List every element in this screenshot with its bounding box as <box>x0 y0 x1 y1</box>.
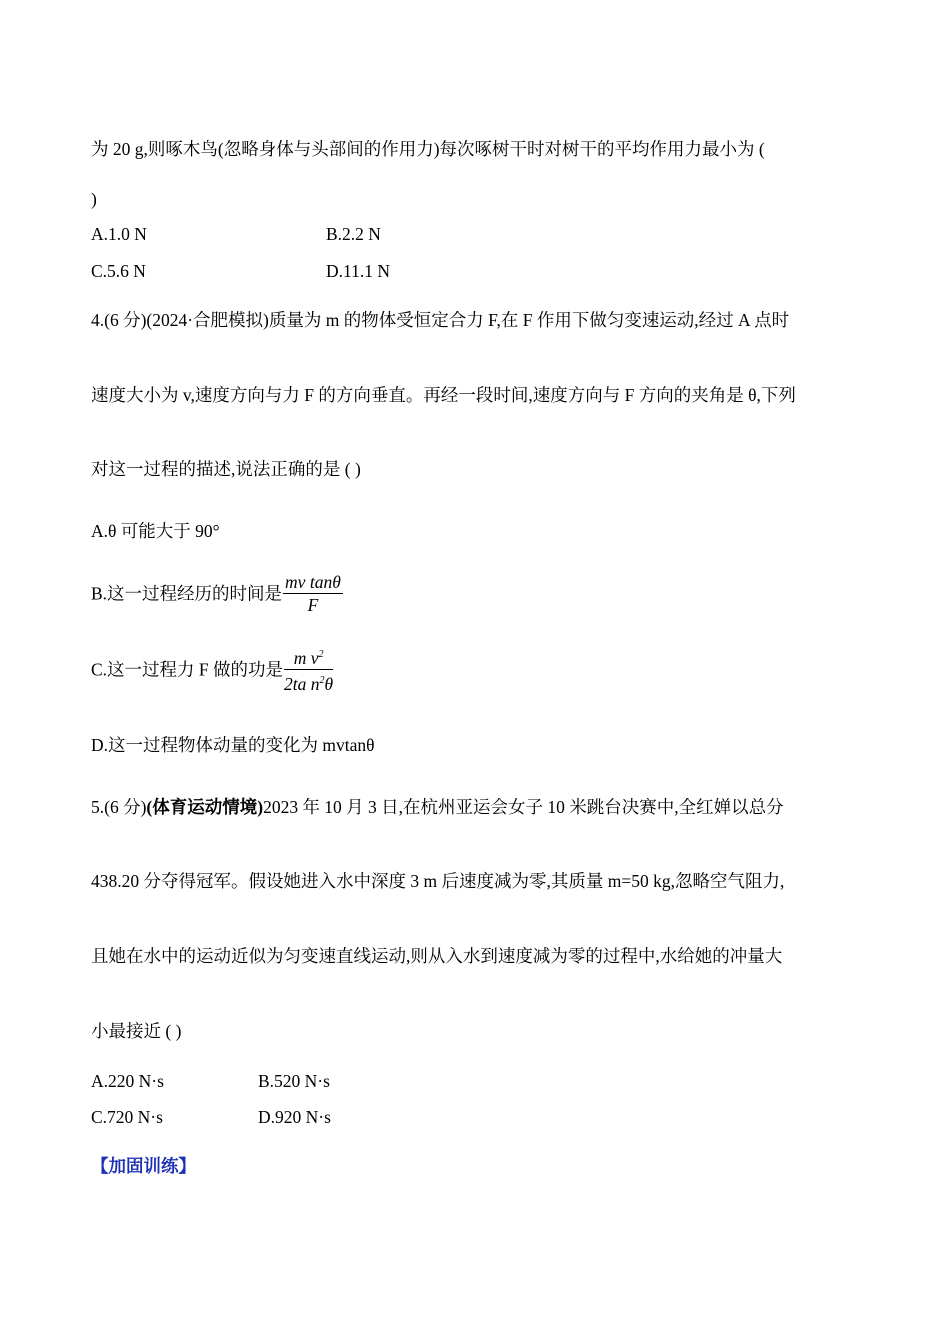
q3-option-c: C.5.6 N <box>91 261 146 281</box>
q4-option-c-fraction <box>284 645 333 694</box>
q4-stem-line-2: 速度大小为 v,速度方向与力 F 的方向垂直。再经一段时间,速度方向与 F 方向的夹角是 θ,下列 <box>91 385 796 405</box>
q4-option-c <box>91 645 333 694</box>
q4-option-c-denominator-exponent: 2 <box>319 674 325 686</box>
q4-option-b <box>91 572 343 615</box>
q4-option-c-numerator-base: m v <box>293 647 319 668</box>
q3-stem-line-1: 为 20 g,则啄木鸟(忽略身体与头部间的作用力)每次啄树干时对树干的平均作用力最小为 ( <box>91 139 765 159</box>
q5-option-d: D.920 N·s <box>258 1107 331 1127</box>
q4-option-c-denominator-theta: θ <box>324 673 334 694</box>
q5-stem-line-4: 小最接近 ( ) <box>91 1021 182 1041</box>
q5-stem-line-1 <box>91 796 784 818</box>
q4-stem-line-3: 对这一过程的描述,说法正确的是 ( ) <box>91 459 361 479</box>
q4-option-c-text: C.这一过程力 F 做的功是 <box>91 659 284 680</box>
q5-prefix: 5.(6 分) <box>91 797 147 817</box>
q4-option-b-text: B.这一过程经历的时间是 <box>91 583 283 604</box>
q5-context-tag: (体育运动情境) <box>146 797 264 817</box>
q5-option-a: A.220 N·s <box>91 1071 164 1091</box>
section-heading: 【加固训练】 <box>91 1156 196 1176</box>
q4-option-c-denominator-base: 2ta n <box>284 673 320 694</box>
q5-stem-line-2: 438.20 分夺得冠军。假设她进入水中深度 3 m 后速度减为零,其质量 m=50 kg,忽略空气阻力, <box>91 871 785 891</box>
q4-stem-line-1: 4.(6 分)(2024·合肥模拟)质量为 m 的物体受恒定合力 F,在 F 作用下做匀变速运动,经过 A 点时 <box>91 310 790 330</box>
q5-option-c: C.720 N·s <box>91 1107 163 1127</box>
q3-option-a: A.1.0 N <box>91 224 147 244</box>
q3-option-d: D.11.1 N <box>326 261 391 281</box>
q5-stem-line-3: 且她在水中的运动近似为匀变速直线运动,则从入水到速度减为零的过程中,水给她的冲量大 <box>91 946 783 966</box>
q4-option-d: D.这一过程物体动量的变化为 mvtanθ <box>91 735 375 755</box>
q4-option-b-fraction <box>283 572 343 615</box>
q5-stem-line-1-rest: 2023 年 10 月 3 日,在杭州亚运会女子 10 米跳台决赛中,全红婵以总分 <box>263 797 784 817</box>
q4-option-c-denominator <box>284 670 333 694</box>
q4-option-b-numerator: mv tanθ <box>285 572 341 592</box>
q4-option-a: A.θ 可能大于 90° <box>91 521 220 541</box>
q3-option-b: B.2.2 N <box>326 224 381 244</box>
q4-option-b-denominator: F <box>307 595 319 615</box>
q4-option-c-numerator-exponent: 2 <box>318 649 324 660</box>
q5-option-b: B.520 N·s <box>258 1071 330 1091</box>
q3-stem-line-2: ) <box>91 189 97 209</box>
q4-option-c-numerator <box>284 645 333 670</box>
